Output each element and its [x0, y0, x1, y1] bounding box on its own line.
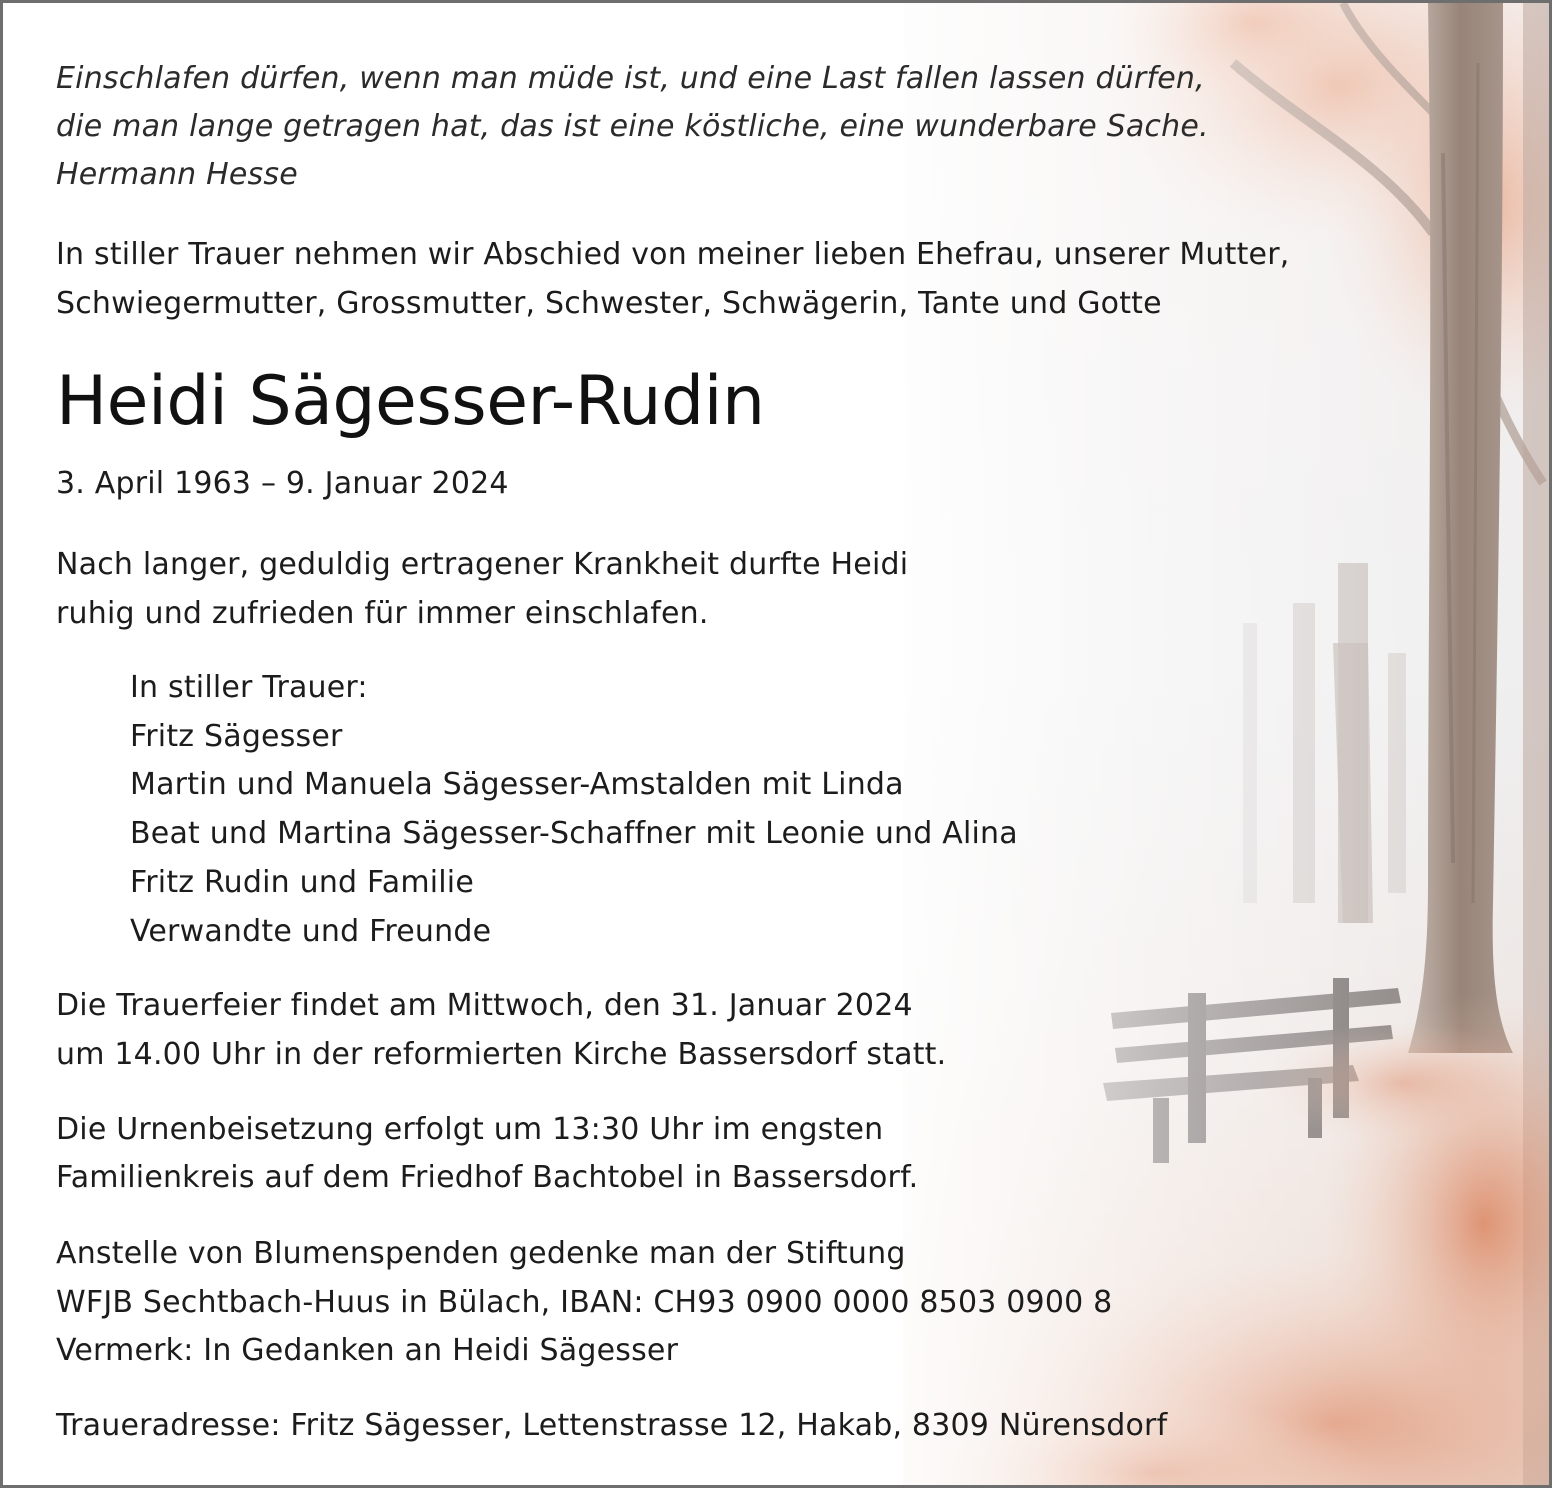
quote — [56, 55, 1209, 199]
mourners-heading: In stiller Trauer: — [130, 670, 368, 705]
deceased-name: Heidi Sägesser-Rudin — [56, 362, 765, 441]
intro-line: In stiller Trauer nehmen wir Abschied von meiner lieben Ehefrau, unserer Mutter, — [56, 237, 1290, 272]
mourner-name: Verwandte und Freunde — [130, 913, 492, 949]
donation-info — [56, 1230, 1112, 1376]
burial-line: Die Urnenbeisetzung erfolgt um 13:30 Uhr im engsten — [56, 1112, 884, 1147]
life-dates: 3. April 1963 – 9. Januar 2024 — [56, 466, 509, 501]
mourner-name: Beat und Martina Sägesser-Schaffner mit Leonie und Alina — [130, 816, 1018, 852]
ceremony-line: Die Trauerfeier findet am Mittwoch, den 31. Januar 2024 — [56, 988, 913, 1023]
burial-info — [56, 1106, 918, 1202]
donation-line: WFJB Sechtbach-Huus in Bülach, IBAN: CH93 0900 0000 8503 0900 8 — [56, 1284, 1113, 1320]
mourning-address: Traueradresse: Fritz Sägesser, Lettenstrasse 12, Hakab, 8309 Nürensdorf — [56, 1408, 1168, 1443]
mourner-name: Fritz Sägesser — [130, 718, 343, 754]
quote-author: Hermann Hesse — [56, 157, 298, 192]
mourner-name: Fritz Rudin und Familie — [130, 864, 475, 900]
donation-line: Anstelle von Blumenspenden gedenke man der Stiftung — [56, 1236, 906, 1271]
ceremony-line: um 14.00 Uhr in der reformierten Kirche Bassersdorf statt. — [56, 1037, 947, 1072]
message-line: Nach langer, geduldig ertragener Krankheit durfte Heidi — [56, 547, 909, 582]
ceremony-info — [56, 981, 946, 1079]
donation-line: Vermerk: In Gedanken an Heidi Sägesser — [56, 1333, 679, 1368]
mourner-name: Martin und Manuela Sägesser-Amstalden mit Linda — [130, 767, 904, 803]
burial-line: Familienkreis auf dem Friedhof Bachtobel in Bassersdorf. — [56, 1160, 919, 1195]
message-line: ruhig und zufrieden für immer einschlafen. — [56, 596, 709, 631]
quote-line: Einschlafen dürfen, wenn man müde ist, und eine Last fallen lassen dürfen, — [56, 61, 1205, 96]
intro-paragraph — [56, 230, 1289, 328]
passing-message — [56, 540, 908, 638]
mourners-list — [130, 664, 1018, 956]
quote-line: die man lange getragen hat, das ist eine köstliche, eine wunderbare Sache. — [56, 109, 1209, 144]
intro-line: Schwiegermutter, Grossmutter, Schwester, Schwägerin, Tante und Gotte — [56, 286, 1162, 321]
